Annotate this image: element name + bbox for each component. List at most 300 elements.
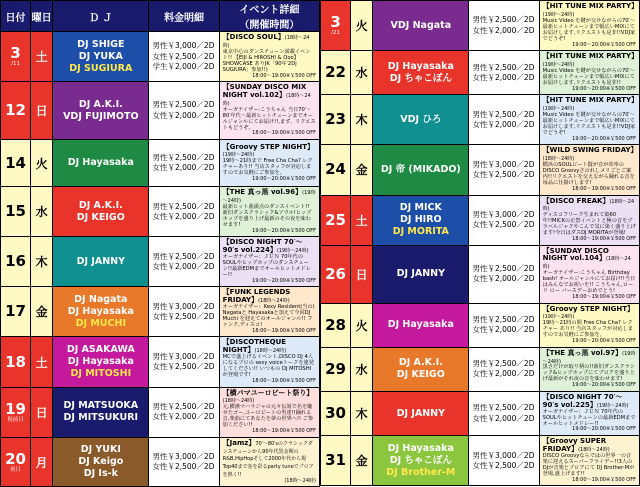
day-label: 日 — [35, 104, 48, 119]
event-time: (19時～24時) — [542, 61, 575, 68]
fee-line: 女性￥2,000／2D — [472, 119, 535, 129]
event-time: (19時～24時) — [542, 314, 575, 321]
event-body: Music Video を鍵が交せながらの70′～最新ヒットチューンまで幅広いMIXにてお届けします,リクエストも是非!!VDJ家でどうぞ! — [542, 17, 636, 42]
event-cell — [539, 145, 639, 195]
date-number: 31 — [325, 451, 346, 470]
dj-list — [53, 157, 148, 169]
day-cell — [351, 195, 373, 245]
event-time: (18時～24時) — [578, 446, 610, 453]
event-body: Music Video を鍵が交せながらの70′～最新ヒットチューンまで幅広いMIXにてお届けします,リクエストも是非!!VDJ家でどうぞ! — [542, 111, 636, 136]
header-dj: Ｄ Ｊ — [53, 1, 149, 32]
table-row[interactable] — [321, 303, 640, 347]
table-row[interactable] — [1, 187, 320, 237]
fee-cell — [469, 347, 539, 391]
dj-list — [53, 39, 148, 75]
dj-name: DJ ちゃこぽん — [389, 72, 452, 84]
dj-name: DJ Brother-M — [386, 466, 456, 478]
event-body: 東京中心のダンスチューン満載イベント!! 【EIJI & HIROSHI & Qoo】SHOWCASE ありJK「90年′2Dj SUGIURA」参加!!) — [222, 48, 311, 73]
fee-cell — [469, 303, 539, 347]
fee-line: 男性￥2,500／2D — [472, 15, 535, 25]
date-sub: /11 — [11, 61, 20, 68]
event-body: 黒さだけが取り柄の!!新旧ダンスクラシック&ヒップホップにてブロアを盛り上げ最新がそれ夜の音を味わせます! — [542, 364, 635, 383]
table-row[interactable] — [321, 245, 640, 303]
day-cell — [31, 337, 53, 387]
date-cell — [321, 245, 351, 303]
dj-name: DJ MITOSHI — [70, 367, 132, 379]
event-time: (18時～24時) — [222, 35, 310, 49]
dj-cell — [373, 145, 469, 195]
date-cell — [321, 1, 351, 51]
table-row[interactable] — [1, 82, 320, 140]
fee-list — [149, 300, 218, 324]
fee-line: 男性￥2,500／2D — [472, 359, 535, 369]
day-cell — [351, 245, 373, 303]
event-time: (19時～24時) — [542, 106, 575, 113]
event-detail — [540, 51, 639, 94]
event-footer: 18:00～19:00※￥500 OFF — [252, 377, 316, 384]
event-title: 【横パマユーロビート祭り】(18時～24時) — [222, 388, 314, 405]
fee-list — [469, 449, 538, 473]
fee-line: 女性￥2,000／2D — [472, 274, 535, 284]
date-number: 19 — [5, 399, 26, 418]
table-row[interactable] — [1, 287, 320, 337]
dj-list — [373, 114, 468, 126]
event-title: 【Groovy STEP NIGHT】(19時～24時) — [222, 142, 315, 159]
dj-cell — [373, 1, 469, 51]
event-body: 最新ヒット曲満点のダンスイベント!! 新旧ダンスクラシック&ソウル!ヒップホップを盛り上げ最新のその夜を味わせます! — [222, 203, 312, 228]
fee-list — [469, 61, 538, 85]
fee-line: 女性￥2,500／2D — [472, 220, 535, 230]
day-cell — [31, 437, 53, 487]
right-table — [320, 0, 640, 486]
date-number: 12 — [5, 101, 26, 120]
dj-list — [53, 99, 148, 123]
dj-name: DJ Is-k — [83, 468, 118, 479]
fee-line: 女性￥2,500／2D — [472, 169, 535, 179]
fee-cell — [469, 245, 539, 303]
fee-cell — [469, 51, 539, 95]
dj-name: DJ A.K.I. — [398, 357, 443, 369]
event-footer: 18:00～19:00※￥500 OFF — [252, 327, 316, 334]
event-detail — [220, 287, 319, 336]
date-cell — [1, 187, 31, 237]
dj-list — [373, 408, 468, 420]
table-row[interactable] — [1, 140, 320, 187]
day-label: 木 — [355, 407, 368, 421]
event-cell — [539, 436, 639, 486]
event-time: 70′～80′sのクラシックダンスチューンから90年代黒金期のR&B,HipHopそして2000年代から現Top40まで巻を彩るparty tuneでブロアを熱く!! — [222, 440, 314, 479]
dj-name: DJ KEIGO — [396, 369, 445, 381]
event-detail — [540, 95, 639, 144]
day-label: 土 — [35, 50, 48, 65]
right-column — [320, 0, 640, 483]
dj-list — [373, 202, 468, 238]
date-cell — [1, 32, 31, 82]
event-body: オーガナイザー:こうちゃん 当日70′～80′年代～最新ヒットチューンまでオールジャンルにてお届け!!,まず、リクエストもどうぞ。 — [222, 106, 316, 131]
header-date: 日付 — [1, 1, 31, 32]
fee-list — [469, 401, 538, 425]
fee-cell — [469, 436, 539, 486]
event-title: 【WILD SWING FRIDAY】(18時～24時) — [542, 146, 638, 163]
event-footer: 19:00～20:00※￥500 OFF — [572, 338, 636, 345]
event-title: 【Groovy SUPER FRIDAY】(18時～24時) — [542, 437, 610, 453]
event-detail — [220, 82, 319, 139]
dj-cell — [373, 95, 469, 145]
header-event-sub: （開催時間） — [239, 20, 300, 31]
event-title: 【SUNDAY DISCO MIX NIGHT vol.102】(18時～24時) — [222, 83, 311, 107]
event-footer: 18:00～19:00※￥500 OFF — [572, 236, 636, 243]
dj-name: DJ YUKA — [78, 50, 123, 62]
day-label: 水 — [355, 362, 368, 377]
fee-cell — [469, 95, 539, 145]
dj-name: DJ SHIGE — [77, 38, 125, 50]
fee-cell — [469, 195, 539, 245]
fee-cell — [149, 437, 219, 487]
dj-list — [373, 268, 468, 280]
day-cell — [31, 387, 53, 437]
event-cell — [219, 140, 319, 187]
fee-cell — [149, 237, 219, 287]
event-footer: 19:00～20:00※￥500 OFF — [572, 41, 636, 48]
dj-list — [373, 357, 468, 381]
date-number: 3 — [10, 44, 21, 63]
event-detail — [540, 1, 639, 50]
day-label: 日 — [355, 267, 368, 282]
day-cell — [351, 391, 373, 435]
dj-cell — [373, 347, 469, 391]
date-cell — [321, 303, 351, 347]
event-title: 【Groovy STEP NIGHT】(19時～24時) — [542, 304, 635, 321]
fee-list — [469, 158, 538, 182]
table-row[interactable] — [1, 32, 320, 82]
fee-list — [469, 108, 538, 132]
dj-list — [53, 344, 148, 380]
date-cell — [321, 95, 351, 145]
event-title: 【HIT TUNE MIX PARTY】(19時～24時) — [542, 96, 639, 113]
date-number: 28 — [325, 315, 346, 334]
day-cell — [351, 51, 373, 95]
fee-list — [469, 262, 538, 286]
event-cell — [219, 237, 319, 287]
fee-line: 女性￥2,000／2D — [472, 25, 535, 35]
fee-line: 女性￥2,000／2D — [472, 413, 535, 423]
day-label: 木 — [355, 113, 368, 128]
dj-cell — [373, 303, 469, 347]
event-time: (19時～24時) — [542, 11, 575, 18]
dj-cell — [53, 337, 149, 387]
dj-name: DJ Nagata — [74, 294, 128, 306]
event-cell — [219, 287, 319, 337]
day-cell — [351, 1, 373, 51]
fee-line: 女性￥2,000／2D — [152, 412, 215, 422]
header-event-label: イベント詳細 — [239, 5, 300, 16]
dj-name: DJ JANNY — [396, 407, 445, 419]
day-label: 水 — [355, 66, 368, 81]
day-label: 金 — [355, 454, 368, 469]
table-row[interactable] — [321, 145, 640, 195]
table-row[interactable] — [321, 1, 640, 51]
date-number: 24 — [325, 160, 346, 179]
table-row[interactable] — [1, 337, 320, 387]
table-row[interactable] — [321, 391, 640, 435]
event-detail — [540, 145, 639, 194]
fee-line: 女性￥2,500／2D — [152, 362, 215, 372]
fee-line: 女性￥2,500／2D — [152, 311, 215, 321]
dj-cell — [53, 237, 149, 287]
fee-line: 男性￥3,000／2D — [472, 159, 535, 169]
event-time: (18時～24時) — [542, 256, 631, 271]
event-detail — [220, 32, 319, 81]
fee-list — [149, 151, 218, 175]
event-title: 【DISCO NIGHT 70′～90′s vol.225】(19時～24時) — [542, 392, 629, 409]
event-cell — [539, 391, 639, 435]
event-footer: 19:00～20:00※￥500 OFF — [252, 227, 316, 234]
day-label: 金 — [355, 163, 368, 178]
event-footer: 19:00～20:00※￥500 OFF — [572, 426, 636, 433]
date-cell — [1, 387, 31, 437]
fee-line: 男性￥2,500／2D — [152, 402, 215, 412]
event-body: オーガナイザー：Kexy Resident(当の) Nagataと Hayasakaと加えて今回DJ Muchi を迎えてのオールジャンル!! ファンク,ディスコ! — [222, 303, 315, 328]
event-body: オーガナイザー：ＪＵＮ 70年代のSOULやヒットチューンの最新EDMまでオールヒットメドレー!! — [542, 408, 636, 427]
event-cell — [539, 245, 639, 303]
event-detail — [540, 196, 639, 245]
event-time: (18時～24時) — [542, 198, 635, 213]
dj-cell — [53, 32, 149, 82]
fee-line: 男性￥2,500／2D — [152, 201, 215, 211]
event-title: 【SUNDAY DISCO NIGHT vol.104】(18時～24時) — [542, 246, 631, 271]
dj-name: DJ Hayasaka — [67, 157, 134, 169]
event-footer: (18時～24時) — [284, 477, 316, 484]
fee-cell — [149, 140, 219, 187]
dj-list — [53, 444, 148, 480]
dj-name: DJ MUCHI — [75, 317, 126, 329]
fee-line: 女性￥2,000／2D — [152, 211, 215, 221]
event-title: 【Jamz】70′～80′sのクラシックダンスチューンから90年代黒金期のR&B,HipHopそして2000年代から現Top40まで巻を彩るparty tuneでブロアを熱く!! — [222, 438, 314, 479]
fee-line: 男性￥2,500／2D — [152, 152, 215, 162]
fee-list — [149, 350, 218, 374]
day-label: 火 — [355, 19, 368, 34]
dj-cell — [53, 140, 149, 187]
day-cell — [351, 347, 373, 391]
fee-list — [469, 313, 538, 337]
event-body: MCで盛上げるイベント,DISCO DJ 4人になるプロの sexy voiceトークを連発してください!! いつもの DJ MITOSHIが登場です! — [222, 354, 314, 379]
day-cell — [31, 237, 53, 287]
dj-cell — [373, 391, 469, 435]
date-number: 20 — [5, 449, 26, 468]
dj-list — [373, 319, 468, 331]
header-event — [219, 1, 319, 32]
table-row[interactable] — [321, 436, 640, 486]
event-body: Music Video を鍵が交せながらの70′～最新ヒットチューンまで幅広いMIXにてお届けします,リクエストも是非!! — [542, 67, 635, 86]
date-cell — [321, 51, 351, 95]
date-cell — [321, 347, 351, 391]
day-label: 月 — [35, 455, 48, 470]
event-footer: 19:00～20:00※￥500 OFF — [252, 277, 316, 284]
event-title: 【DISCOTHEQUE NIGHT】(18時～24時) — [222, 338, 287, 355]
dj-list — [53, 200, 148, 224]
date-cell — [321, 391, 351, 435]
event-time: (19時～24時) — [596, 402, 629, 409]
event-cell — [219, 337, 319, 387]
dj-name: DJ Hayasaka — [67, 305, 134, 317]
day-label: 木 — [35, 255, 48, 270]
event-detail — [540, 246, 639, 303]
dj-name: VDJ ひろ — [400, 113, 442, 125]
event-time: (18時～24時) — [254, 348, 287, 355]
fee-cell — [149, 187, 219, 237]
fee-list — [149, 400, 218, 424]
fee-line: 女性￥2,000／2D — [152, 110, 215, 120]
dj-list — [53, 400, 148, 424]
fee-cell — [469, 1, 539, 51]
day-cell — [31, 287, 53, 337]
date-number: 25 — [325, 210, 346, 229]
day-cell — [351, 95, 373, 145]
fee-list — [149, 98, 218, 122]
event-cell — [539, 195, 639, 245]
day-cell — [31, 82, 53, 140]
event-title: 【HIT TUNE MIX PARTY】(19時～24時) — [542, 52, 639, 68]
event-title: 【THE 真っ黒 vol.97】(19時～24時) — [542, 348, 636, 365]
fee-line: 女性￥2,000／2D — [472, 325, 535, 335]
date-number: 3 — [330, 13, 341, 32]
table-row[interactable] — [1, 237, 320, 287]
fee-cell — [149, 387, 219, 437]
dj-list — [53, 256, 148, 268]
event-cell — [219, 82, 319, 140]
event-footer: 19:00～20:00※￥500 OFF — [572, 85, 636, 92]
dj-cell — [373, 51, 469, 95]
date-sub: 祝前日 — [7, 416, 24, 423]
dj-name: DJ Keigo — [78, 456, 124, 468]
date-number: 14 — [5, 153, 26, 172]
date-cell — [1, 140, 31, 187]
event-body: オーガナイザー：ＪＵＮ 70年代のSOULやヒップホップのダンスチューン!!最新EDMまでオールヒットメドレー!! — [222, 253, 311, 278]
event-time: (19時～24時) — [222, 152, 255, 159]
event-cell — [219, 387, 319, 437]
fee-line: 男性￥2,500／2D — [472, 62, 535, 72]
event-detail — [220, 337, 319, 386]
fee-cell — [469, 391, 539, 435]
dj-name: DJ Hayasaka — [387, 60, 454, 72]
fee-line: 男性￥3,000／2D — [152, 451, 215, 461]
event-body: 19時～21時の間 Free Cha Cha? レクチャー あり!! 当店スタッフが対応しますのでお気軽にご参加を。 — [542, 320, 633, 339]
fee-line: 女性￥2,000／2D — [152, 163, 215, 173]
date-number: 29 — [325, 359, 346, 378]
day-label: 火 — [355, 318, 368, 333]
event-cell — [539, 1, 639, 51]
event-detail — [540, 436, 639, 485]
table-header-row — [1, 1, 320, 32]
fee-line: 男性￥2,500／2D — [472, 403, 535, 413]
event-body: 横浜のSOULビート賢が音が帝率のDISCO Groovyさのれしメリごとご案内!!リクエストを交えながら踊れる音を毎品に仕掛けします! — [542, 162, 635, 186]
event-footer: 18:00～19:00※￥500 OFF — [572, 294, 636, 301]
event-cell — [219, 437, 319, 487]
table-row[interactable] — [321, 51, 640, 95]
day-cell — [31, 32, 53, 82]
fee-line: 男性￥3,000／2D — [152, 41, 215, 51]
day-cell — [351, 303, 373, 347]
fee-cell — [149, 287, 219, 337]
event-body: 元,横濱マハラジャの元々伝説で名を馳せたゴー,ユーロビートの男達!!踊れる音,楽曲にてあなたを夢の世界へ!! ご参加ください!! — [222, 404, 314, 429]
fee-list — [149, 200, 218, 224]
event-detail — [540, 304, 639, 347]
event-body: ディスコフリーク生まれて築60年!!MICKの正祭イベントと極の音をプラベルジャクやこんで気に染く盛り上げます!今日はダスDJ MORITAが登場! — [542, 212, 636, 237]
event-detail — [220, 438, 319, 487]
dj-cell — [53, 82, 149, 140]
dj-cell — [373, 195, 469, 245]
fee-line: 男性￥2,500／2D — [152, 100, 215, 110]
date-cell — [1, 437, 31, 487]
event-cell — [539, 347, 639, 391]
day-cell — [351, 436, 373, 486]
day-cell — [31, 187, 53, 237]
dj-cell — [53, 287, 149, 337]
event-footer: 18:00～19:00※￥500 OFF — [572, 476, 636, 483]
event-title: 【DISCO FREAK】(18時～24時) — [542, 196, 635, 213]
event-footer: 18:00～19:00※￥500 OFF — [252, 428, 316, 435]
fee-cell — [469, 145, 539, 195]
date-cell — [1, 337, 31, 387]
fee-list — [469, 208, 538, 232]
fee-list — [149, 250, 218, 274]
fee-cell — [149, 32, 219, 82]
dj-name: DJ A.K.I. — [78, 98, 123, 110]
table-row[interactable] — [321, 195, 640, 245]
table-row[interactable] — [1, 387, 320, 437]
event-time: (18時～24時) — [222, 92, 311, 107]
fee-cell — [149, 337, 219, 387]
event-footer: 19:00～20:00※￥500 OFF — [252, 176, 316, 183]
table-row[interactable] — [1, 437, 320, 487]
table-row[interactable] — [321, 95, 640, 145]
dj-name: DJ JANNY — [396, 268, 445, 280]
event-detail — [220, 187, 319, 236]
event-detail — [540, 392, 639, 435]
dj-name: DJ JANNY — [76, 255, 125, 267]
event-detail — [220, 388, 319, 437]
dj-name: DJ KEIGO — [76, 211, 125, 223]
dj-name: DJ 帝 (MIKADO) — [380, 164, 461, 176]
event-cell — [219, 32, 319, 82]
event-footer: 19:00～20:00※￥500 OFF — [572, 382, 636, 389]
day-label: 水 — [35, 205, 48, 220]
date-cell — [321, 436, 351, 486]
event-title: 【DISCO NIGHT 70′～90′s vol.224】(19時～24時) — [222, 238, 309, 255]
event-cell — [539, 95, 639, 145]
fee-line: 女性￥2,500／2D — [472, 460, 535, 470]
event-detail — [220, 142, 319, 185]
fee-line: 男性￥3,000／2D — [152, 351, 215, 361]
dj-list — [53, 294, 148, 330]
event-detail — [220, 237, 319, 286]
fee-line: 男性￥2,500／2D — [472, 109, 535, 119]
date-number: 30 — [325, 404, 346, 422]
fee-line: 男性￥2,500／2D — [152, 251, 215, 261]
fee-line: 男性￥3,000／2D — [472, 450, 535, 460]
fee-line: 女性￥2,000／2D — [472, 369, 535, 379]
fee-line: 女性￥2,000／2D — [152, 261, 215, 271]
fee-line: 女性￥2,500／2D — [152, 51, 215, 61]
date-sub: 祝日 — [10, 466, 22, 473]
fee-list — [149, 39, 218, 73]
dj-name: DJ MATSUOKA — [63, 400, 139, 412]
table-row[interactable] — [321, 347, 640, 391]
event-time: (19時～24時) — [222, 190, 316, 204]
fee-line: 男性￥3,000／2D — [472, 209, 535, 219]
event-time: (18時～24時) — [258, 298, 290, 305]
dj-name: DJ HIRO — [400, 214, 442, 226]
